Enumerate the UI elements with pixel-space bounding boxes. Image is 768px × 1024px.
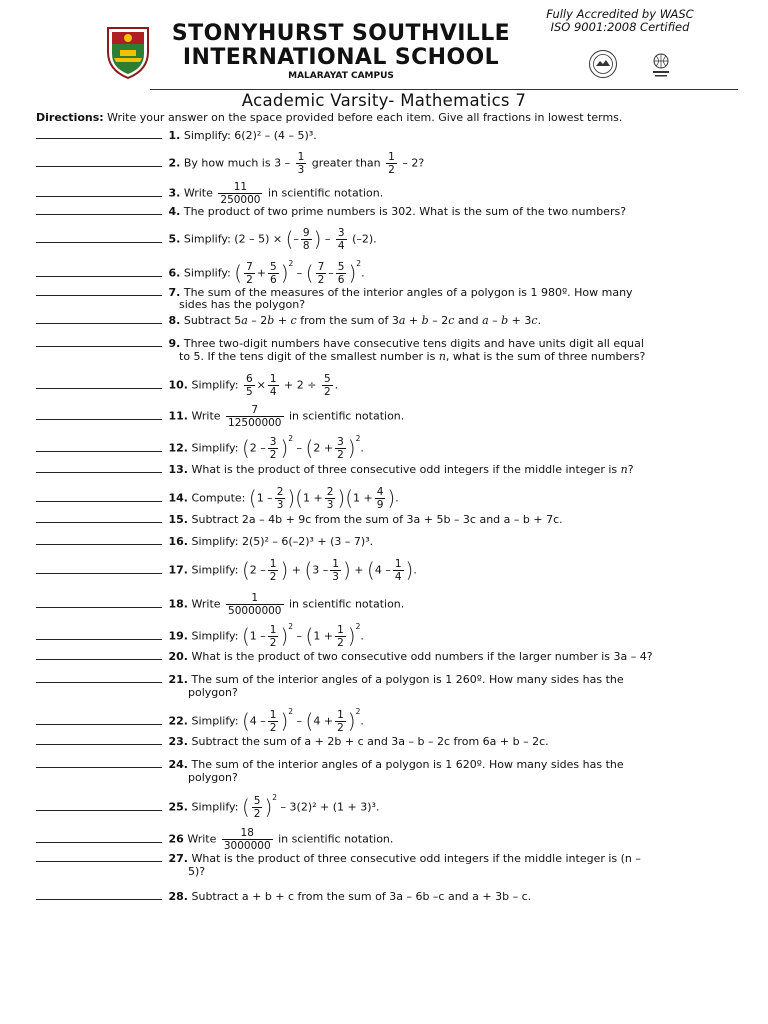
question-text: to 5. If the tens digit of the smallest number is bbox=[179, 350, 439, 363]
question-text: Simplify: bbox=[191, 378, 239, 392]
denominator: 2 bbox=[246, 274, 253, 286]
question-text: in scientific notation. bbox=[278, 832, 394, 846]
question-text: Simplify: bbox=[183, 266, 231, 280]
question-14: 14. Compute: (1 – $\frac{2}{3}$ )(1 + $\frac{2}{3}$ )(1 + $\frac{4}{9}$ ). bbox=[36, 486, 399, 511]
school-name bbox=[156, 22, 526, 70]
school-header bbox=[0, 0, 768, 92]
question-number: 16. bbox=[168, 535, 188, 548]
numerator: 1 bbox=[388, 151, 395, 163]
question-text: What is the product of two consecutive odd numbers if the larger number is 3a – 4? bbox=[191, 650, 653, 663]
question-number: 25. bbox=[168, 800, 188, 814]
denominator: 8 bbox=[302, 240, 310, 252]
fraction bbox=[336, 261, 347, 286]
question-text: – bbox=[488, 314, 502, 327]
question-text: Subtract 5 bbox=[183, 314, 242, 327]
question-number: 2. bbox=[168, 156, 181, 170]
question-2 bbox=[36, 151, 424, 176]
answer-blank-10[interactable] bbox=[36, 379, 162, 389]
question-8 bbox=[36, 314, 541, 327]
fraction bbox=[335, 624, 346, 649]
question-text: Three two-digit numbers have consecutive tens digits and have units digit all equal bbox=[183, 337, 644, 350]
fraction bbox=[386, 151, 397, 176]
question-number: 26 bbox=[168, 832, 184, 846]
fraction bbox=[244, 261, 255, 286]
fraction bbox=[316, 261, 327, 286]
answer-blank-26[interactable] bbox=[36, 833, 162, 843]
answer-blank-27[interactable] bbox=[36, 852, 162, 862]
answer-blank-1[interactable] bbox=[36, 129, 162, 139]
question-text: – 3(2)² + (1 + 3)³. bbox=[280, 800, 380, 814]
variable: c bbox=[448, 314, 455, 327]
denominator: 3000000 bbox=[223, 840, 271, 852]
campus-name: MALARAYAT CAMPUS bbox=[288, 71, 394, 81]
variable: c bbox=[290, 314, 297, 327]
denominator: 2 bbox=[337, 449, 344, 461]
denominator: 2 bbox=[317, 274, 325, 286]
fraction bbox=[252, 795, 263, 820]
answer-blank-13[interactable] bbox=[36, 463, 162, 473]
directions bbox=[36, 111, 622, 124]
question-text: What is the product of three consecutive odd integers if the middle integer is bbox=[191, 463, 621, 476]
wasc-seal-icon bbox=[588, 49, 618, 79]
variable: a bbox=[241, 314, 248, 327]
answer-blank-16[interactable] bbox=[36, 535, 162, 545]
question-number: 11. bbox=[168, 409, 188, 423]
question-7-continued: sides has the polygon? bbox=[179, 298, 306, 311]
numerator: 5 bbox=[270, 261, 277, 273]
answer-blank-28[interactable] bbox=[36, 890, 162, 900]
question-text: Write bbox=[187, 832, 217, 846]
question-text: The product of two prime numbers is 302. What is the sum of the two numbers? bbox=[183, 205, 627, 218]
question-text: Simplify: 2(5)² – 6(–2)³ + (3 – 7)³. bbox=[191, 535, 374, 548]
accreditation-text bbox=[520, 8, 720, 34]
fraction bbox=[226, 404, 283, 429]
answer-blank-21[interactable] bbox=[36, 673, 162, 683]
accreditation-line2: ISO 9001:2008 Certified bbox=[550, 20, 690, 34]
answer-blank-11[interactable] bbox=[36, 410, 162, 420]
question-number: 10. bbox=[168, 378, 188, 392]
fraction bbox=[268, 709, 279, 734]
denominator: 2 bbox=[337, 722, 344, 734]
denominator: 5 bbox=[245, 386, 253, 398]
question-17: 17. Simplify: (2 – $\frac{1}{2}$ ) + (3 – $\frac{1}{3}$ ) + (4 – $\frac{1}{4}$ ). bbox=[36, 558, 417, 583]
answer-blank-15[interactable] bbox=[36, 513, 162, 523]
fraction bbox=[335, 436, 346, 461]
question-text: and bbox=[454, 314, 483, 327]
numerator: 1 bbox=[269, 558, 277, 570]
question-13 bbox=[36, 463, 634, 476]
question-text: + bbox=[274, 314, 291, 327]
fraction bbox=[268, 373, 279, 398]
fraction bbox=[218, 181, 262, 206]
denominator: 6 bbox=[337, 274, 345, 286]
open-paren: ( bbox=[285, 227, 294, 251]
question-5: 5. Simplify: (2 – 5) × (– $\frac{9}{8}$ ) – $\frac{3}{4}$ (–2). bbox=[36, 227, 377, 252]
question-number: 1. bbox=[168, 129, 181, 142]
denominator: 2 bbox=[269, 449, 277, 461]
question-number: 14. bbox=[168, 491, 188, 505]
answer-blank-18[interactable] bbox=[36, 598, 162, 608]
question-text: Simplify: bbox=[191, 629, 239, 643]
numerator: 3 bbox=[269, 436, 277, 448]
numerator: 18 bbox=[240, 827, 254, 839]
question-27-continued: 5)? bbox=[188, 865, 206, 878]
question-text: – 2 bbox=[247, 314, 268, 327]
answer-blank-25[interactable] bbox=[36, 801, 162, 811]
answer-blank-22[interactable] bbox=[36, 715, 162, 725]
answer-blank-5[interactable] bbox=[36, 233, 162, 243]
school-name-line2: INTERNATIONAL SCHOOL bbox=[182, 45, 500, 70]
directions-text: Write your answer on the space provided before each item. Give all fractions in lowest terms. bbox=[107, 111, 623, 124]
question-3 bbox=[36, 181, 383, 206]
header-divider bbox=[150, 89, 738, 90]
question-text: ? bbox=[627, 463, 634, 476]
question-20 bbox=[36, 650, 653, 663]
question-number: 4. bbox=[168, 205, 181, 218]
question-text: – 2 bbox=[428, 314, 449, 327]
question-27 bbox=[36, 852, 641, 865]
answer-blank-8[interactable] bbox=[36, 314, 162, 324]
numerator: 7 bbox=[317, 261, 325, 273]
answer-blank-14[interactable] bbox=[36, 492, 162, 502]
fraction bbox=[336, 227, 347, 252]
question-23 bbox=[36, 735, 549, 748]
question-9-continued bbox=[179, 350, 645, 363]
question-text: Subtract a + b + c from the sum of 3a – 6b –c and a + 3b – c. bbox=[191, 890, 532, 903]
question-19: 19. Simplify: (1 – $\frac{1}{2}$ )$^2$ – (1 + $\frac{1}{2}$ )$^2$. bbox=[36, 624, 364, 649]
close-paren: ) bbox=[313, 227, 322, 251]
question-text: . bbox=[537, 314, 542, 327]
question-24 bbox=[36, 758, 624, 771]
numerator: 5 bbox=[253, 795, 261, 807]
fraction bbox=[268, 261, 279, 286]
denominator: 2 bbox=[269, 637, 277, 649]
fraction bbox=[268, 558, 279, 583]
question-number: 15. bbox=[168, 513, 188, 526]
directions-label: Directions: bbox=[36, 111, 104, 124]
numerator: 1 bbox=[297, 151, 305, 163]
question-number: 18. bbox=[168, 597, 188, 611]
question-text: Simplify: bbox=[191, 800, 239, 814]
question-text: Subtract 2a – 4b + 9c from the sum of 3a + 5b – 3c and a – b + 7c. bbox=[191, 513, 563, 526]
numerator: 1 bbox=[251, 592, 259, 604]
denominator: 3 bbox=[276, 499, 284, 511]
numerator: 7 bbox=[251, 404, 259, 416]
question-4 bbox=[36, 205, 626, 218]
answer-blank-7[interactable] bbox=[36, 286, 162, 296]
fraction bbox=[296, 151, 307, 176]
iso-seal-icon bbox=[646, 50, 676, 80]
question-text: + bbox=[405, 314, 422, 327]
variable: b bbox=[421, 314, 429, 327]
question-text: Simplify: (2 – 5) × bbox=[183, 232, 283, 246]
numerator: 2 bbox=[326, 486, 334, 498]
question-11 bbox=[36, 404, 404, 429]
question-text: Write bbox=[183, 186, 213, 200]
question-text: + 3 bbox=[508, 314, 532, 327]
denominator: 3 bbox=[326, 499, 334, 511]
question-1 bbox=[36, 129, 317, 142]
numerator: 1 bbox=[269, 624, 277, 636]
numerator: 1 bbox=[332, 558, 339, 570]
question-number: 21. bbox=[168, 673, 188, 686]
question-number: 3. bbox=[168, 186, 181, 200]
question-number: 7. bbox=[168, 286, 181, 299]
denominator: 9 bbox=[376, 499, 384, 511]
answer-blank-9[interactable] bbox=[36, 337, 162, 347]
question-7 bbox=[36, 286, 633, 299]
numerator: 3 bbox=[337, 436, 344, 448]
question-text: Write bbox=[191, 597, 221, 611]
question-number: 27. bbox=[168, 852, 188, 865]
variable: a bbox=[398, 314, 406, 327]
question-number: 24. bbox=[168, 758, 188, 771]
answer-blank-24[interactable] bbox=[36, 758, 162, 768]
numerator: 2 bbox=[276, 486, 284, 498]
numerator: 6 bbox=[245, 373, 253, 385]
denominator: 4 bbox=[337, 240, 345, 252]
fraction bbox=[275, 486, 286, 511]
question-text: Simplify: bbox=[191, 714, 239, 728]
variable: n bbox=[620, 463, 628, 476]
fraction bbox=[375, 486, 386, 511]
numerator: 11 bbox=[233, 181, 248, 193]
question-6: 6. Simplify: ( $\frac{7}{2}$ + $\frac{5}{6}$ )$^2$ – ( $\frac{7}{2}$ – $\frac{5}{6}$ )$^2$. bbox=[36, 261, 365, 286]
fraction bbox=[322, 373, 333, 398]
question-number: 28. bbox=[168, 890, 188, 903]
answer-blank-12[interactable] bbox=[36, 442, 162, 452]
answer-blank-23[interactable] bbox=[36, 735, 162, 745]
question-text: Write bbox=[191, 409, 221, 423]
answer-blank-20[interactable] bbox=[36, 650, 162, 660]
question-text: Subtract the sum of a + 2b + c and 3a – b – 2c from 6a + b – 2c. bbox=[191, 735, 549, 748]
question-text: in scientific notation. bbox=[267, 186, 384, 200]
fraction bbox=[330, 558, 341, 583]
fraction bbox=[393, 558, 404, 583]
numerator: 1 bbox=[394, 558, 402, 570]
question-number: 23. bbox=[168, 735, 188, 748]
numerator: 5 bbox=[323, 373, 331, 385]
answer-blank-4[interactable] bbox=[36, 205, 162, 215]
fraction bbox=[268, 624, 279, 649]
question-15 bbox=[36, 513, 563, 526]
denominator: 3 bbox=[332, 571, 339, 583]
variable: b bbox=[501, 314, 509, 327]
denominator: 4 bbox=[394, 571, 402, 583]
question-number: 19. bbox=[168, 629, 188, 643]
question-18 bbox=[36, 592, 404, 617]
question-text: , what is the sum of three numbers? bbox=[445, 350, 646, 363]
question-text: Compute: bbox=[191, 491, 246, 505]
denominator: 250000 bbox=[220, 194, 261, 206]
answer-blank-6[interactable] bbox=[36, 267, 162, 277]
question-text: in scientific notation. bbox=[289, 409, 405, 423]
question-text: The sum of the interior angles of a polygon is 1 260º. How many sides has the bbox=[191, 673, 624, 686]
fraction bbox=[222, 827, 273, 852]
question-number: 5. bbox=[168, 232, 181, 246]
answer-blank-17[interactable] bbox=[36, 564, 162, 574]
denominator: 2 bbox=[388, 164, 395, 176]
numerator: 7 bbox=[246, 261, 253, 273]
question-number: 6. bbox=[168, 266, 181, 280]
denominator: 3 bbox=[297, 164, 305, 176]
question-text: + 2 ÷ bbox=[284, 378, 317, 392]
numerator: 1 bbox=[269, 373, 277, 385]
question-text: Simplify: bbox=[191, 563, 239, 577]
question-number: 9. bbox=[168, 337, 181, 350]
answer-blank-2[interactable] bbox=[36, 157, 162, 167]
fraction bbox=[325, 486, 336, 511]
question-number: 13. bbox=[168, 463, 188, 476]
numerator: 4 bbox=[376, 486, 384, 498]
denominator: 2 bbox=[269, 571, 277, 583]
school-name-line1: STONYHURST SOUTHVILLE bbox=[171, 21, 511, 46]
question-text: greater than bbox=[311, 156, 381, 170]
question-number: 8. bbox=[168, 314, 181, 327]
question-25: 25. Simplify: ( $\frac{5}{2}$ )$^2$ – 3(2)² + (1 + 3)³. bbox=[36, 795, 379, 820]
numerator: 1 bbox=[337, 624, 344, 636]
question-number: 22. bbox=[168, 714, 188, 728]
question-10: 10. Simplify: $\frac{6}{5}$ × $\frac{1}{4}$ + 2 ÷ $\frac{5}{2}$ . bbox=[36, 373, 338, 398]
denominator: 2 bbox=[323, 386, 331, 398]
school-crest-icon bbox=[104, 22, 152, 80]
numerator: 9 bbox=[302, 227, 310, 239]
denominator: 2 bbox=[253, 808, 261, 820]
fraction bbox=[226, 592, 283, 617]
accreditation-line1: Fully Accredited by WASC bbox=[546, 7, 694, 21]
numerator: 1 bbox=[269, 709, 277, 721]
question-28 bbox=[36, 890, 531, 903]
denominator: 2 bbox=[337, 637, 344, 649]
question-number: 20. bbox=[168, 650, 188, 663]
variable: c bbox=[531, 314, 538, 327]
answer-blank-19[interactable] bbox=[36, 630, 162, 640]
question-12: 12. Simplify: (2 – $\frac{3}{2}$ )$^2$ – (2 + $\frac{3}{2}$ )$^2$. bbox=[36, 436, 364, 461]
question-text: The sum of the measures of the interior angles of a polygon is 1 980º. How many bbox=[183, 286, 633, 299]
question-text: The sum of the interior angles of a polygon is 1 620º. How many sides has the bbox=[191, 758, 624, 771]
variable: a bbox=[482, 314, 489, 327]
denominator: 2 bbox=[269, 722, 277, 734]
question-21-continued: polygon? bbox=[188, 686, 238, 699]
question-22: 22. Simplify: (4 – $\frac{1}{2}$ )$^2$ – (4 + $\frac{1}{2}$ )$^2$. bbox=[36, 709, 364, 734]
question-text: (–2). bbox=[352, 232, 377, 246]
question-9 bbox=[36, 337, 644, 350]
denominator: 6 bbox=[270, 274, 277, 286]
fraction bbox=[301, 227, 312, 252]
numerator: 5 bbox=[337, 261, 345, 273]
variable: b bbox=[267, 314, 275, 327]
variable: n bbox=[438, 350, 446, 363]
denominator: 4 bbox=[269, 386, 277, 398]
numerator: 3 bbox=[337, 227, 345, 239]
question-text: By how much is 3 – bbox=[183, 156, 291, 170]
question-number: 12. bbox=[168, 441, 188, 455]
question-text: from the sum of 3 bbox=[296, 314, 399, 327]
fraction bbox=[244, 373, 255, 398]
question-24-continued: polygon? bbox=[188, 771, 238, 784]
question-26 bbox=[36, 827, 393, 852]
question-text: Simplify: 6(2)² – (4 – 5)³. bbox=[183, 129, 317, 142]
fraction bbox=[335, 709, 346, 734]
answer-blank-3[interactable] bbox=[36, 187, 162, 197]
numerator: 1 bbox=[337, 709, 344, 721]
fraction bbox=[268, 436, 279, 461]
question-text: Simplify: bbox=[191, 441, 239, 455]
question-21 bbox=[36, 673, 624, 686]
question-text: in scientific notation. bbox=[289, 597, 405, 611]
question-number: 17. bbox=[168, 563, 188, 577]
page-title: Academic Varsity- Mathematics 7 bbox=[241, 91, 527, 110]
denominator: 50000000 bbox=[228, 605, 282, 617]
denominator: 12500000 bbox=[228, 417, 282, 429]
question-text: What is the product of three consecutive odd integers if the middle integer is (n – bbox=[191, 852, 641, 865]
question-16 bbox=[36, 535, 373, 548]
question-text: – 2? bbox=[402, 156, 425, 170]
